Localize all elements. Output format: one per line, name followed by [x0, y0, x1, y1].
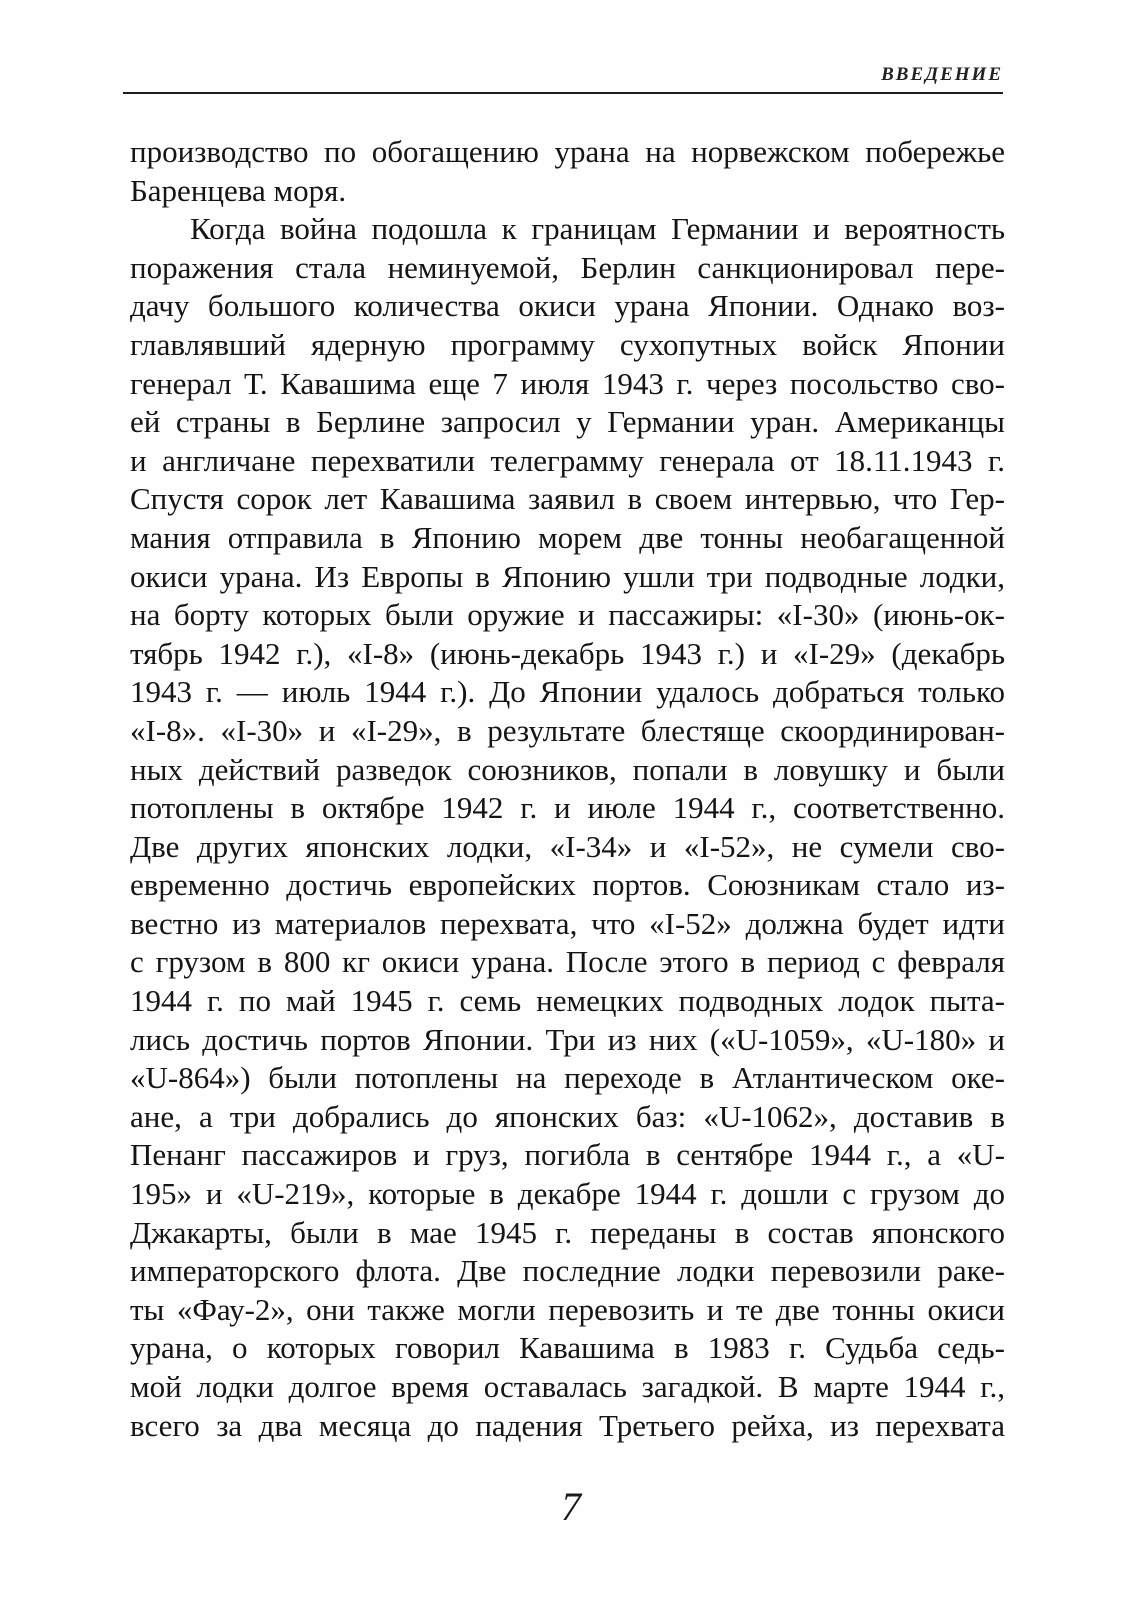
running-header	[123, 64, 1003, 86]
text-line: ных действий разведок союзников, попали в ловушку и были	[130, 751, 1005, 787]
text-line: 195» и «U-219», которые в декабре 1944 г. дошли с грузом до	[130, 1176, 1005, 1212]
text-line: с грузом в 800 кг окиси урана. После этого в период с февраля	[130, 944, 1005, 980]
body-text	[130, 133, 1005, 1445]
text-line: Баренцева моря.	[130, 172, 347, 208]
text-line: производство по обогащению урана на норвежском побережье	[130, 134, 1005, 169]
text-line: ей страны в Берлине запросил у Германии уран. Американцы	[130, 404, 1005, 440]
text-line: и англичане перехватили телеграмму генерала от 18.11.1943 г.	[130, 442, 1005, 478]
text-line: Когда война подошла к границам Германии и вероятность	[190, 211, 1005, 247]
text-line: Спустя сорок лет Кавашима заявил в своем интервью, что Гер-	[130, 481, 1005, 517]
text-line: Две других японских лодки, «I-34» и «I-52», не сумели сво-	[130, 828, 1005, 864]
text-line: «I-8». «I-30» и «I-29», в результате блестяще скоординирован-	[130, 712, 1005, 748]
text-line: вестно из материалов перехвата, что «I-52» должна будет идти	[130, 905, 1005, 941]
text-line: генерал Т. Кавашима еще 7 июля 1943 г. через посольство сво-	[130, 365, 1005, 401]
text-line: Пенанг пассажиров и груз, погибла в сентябре 1944 г., а «U-	[130, 1137, 1005, 1173]
text-line: «U-864») были потоплены на переходе в Атлантическом оке-	[130, 1060, 1005, 1096]
page-number: 7	[561, 1484, 581, 1529]
text-line: дачу большого количества окиси урана Японии. Однако воз-	[130, 288, 1005, 324]
text-line: ане, а три добрались до японских баз: «U-1062», доставив в	[130, 1098, 1005, 1134]
text-line: 1943 г. — июль 1944 г.). До Японии удалось добраться только	[130, 674, 1005, 710]
text-line: евременно достичь европейских портов. Союзникам стало из-	[130, 867, 1005, 903]
text-line: всего за два месяца до падения Третьего рейха, из перехвата	[130, 1407, 1005, 1443]
text-line: потоплены в октябре 1942 г. и июле 1944 г., соответственно.	[130, 790, 1005, 826]
text-line: императорского флота. Две последние лодки перевозили раке-	[130, 1253, 1005, 1289]
text-line: лись достичь портов Японии. Три из них («U-1059», «U-180» и	[130, 1021, 1005, 1057]
text-line: урана, о которых говорил Кавашима в 1983 г. Судьба седь-	[130, 1330, 1005, 1366]
text-line: ты «Фау-2», они также могли перевозить и те две тонны окиси	[130, 1291, 1005, 1327]
text-line: мания отправила в Японию морем две тонны необагащенной	[130, 519, 1005, 555]
running-header-title: ВВЕДЕНИЕ	[881, 64, 1003, 85]
text-line: окиси урана. Из Европы в Японию ушли три подводные лодки,	[130, 558, 1005, 594]
text-line: Джакарты, были в мае 1945 г. переданы в состав японского	[130, 1214, 1005, 1250]
text-line: поражения стала неминуемой, Берлин санкционировал пере-	[130, 249, 1005, 285]
text-line: на борту которых были оружие и пассажиры: «I-30» (июнь-ок-	[130, 597, 1005, 633]
text-line: главлявший ядерную программу сухопутных войск Японии	[130, 326, 1005, 362]
text-line: мой лодки долгое время оставалась загадкой. В марте 1944 г.,	[130, 1369, 1005, 1404]
header-rule	[123, 92, 1003, 94]
text-line: 1944 г. по май 1945 г. семь немецких подводных лодок пыта-	[130, 983, 1005, 1019]
text-line: тябрь 1942 г.), «I-8» (июнь-декабрь 1943 г.) и «I-29» (декабрь	[130, 635, 1005, 671]
